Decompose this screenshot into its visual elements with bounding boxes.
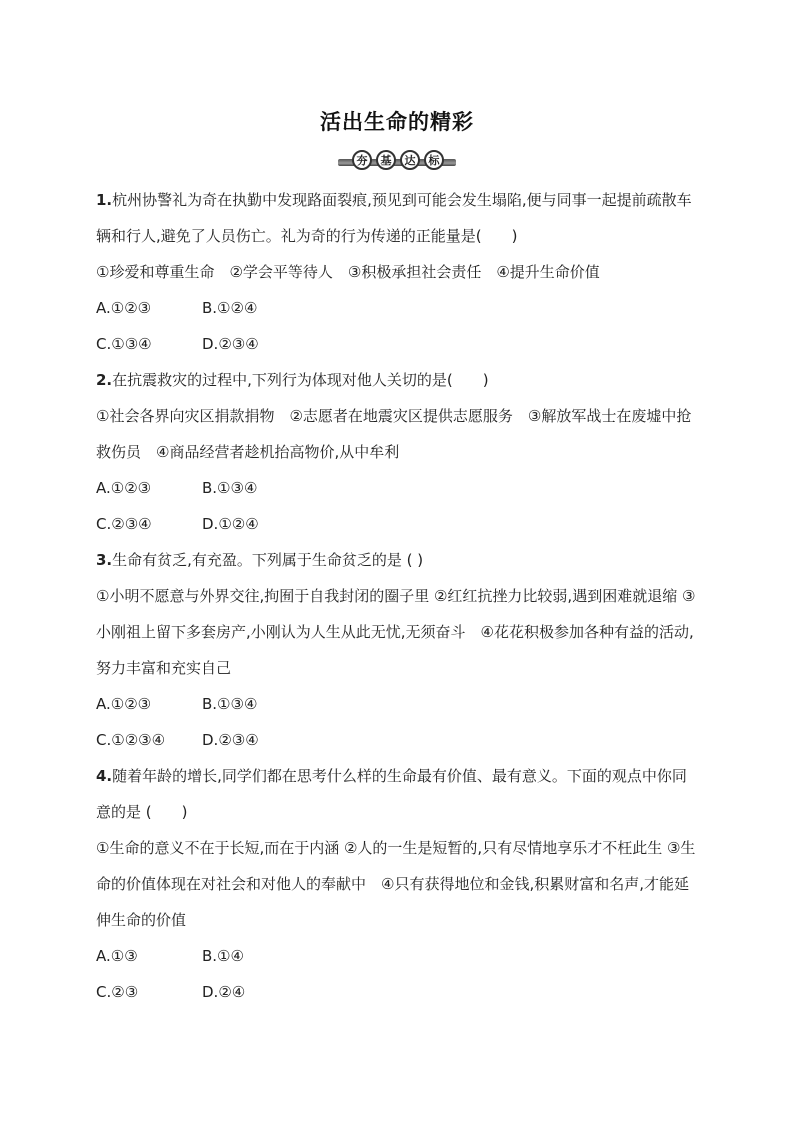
question-stem: 1.杭州协警礼为奇在执勤中发现路面裂痕,预见到可能会发生塌陷,便与同事一起提前疏散车辆和行人,避免了人员伤亡。礼为奇的行为传递的正能量是( ) <box>96 191 692 245</box>
option-row <box>96 290 700 326</box>
option-a[interactable]: A.①②③ <box>96 299 152 317</box>
option-b[interactable]: B.①③④ <box>202 695 258 713</box>
badge-char: 标 <box>424 150 444 170</box>
option-c[interactable]: C.②③④ <box>96 515 152 533</box>
question-number: 3. <box>96 551 113 569</box>
badge-char: 基 <box>376 150 396 170</box>
section-badge <box>338 150 456 174</box>
option-row <box>96 938 700 974</box>
option-row <box>96 974 700 1010</box>
option-a[interactable]: A.①②③ <box>96 695 152 713</box>
question-1 <box>96 182 700 362</box>
option-d[interactable]: D.②③④ <box>202 335 259 353</box>
question-2 <box>96 362 700 542</box>
question-list <box>96 182 700 1010</box>
badge-chars <box>352 150 444 170</box>
badge-char: 达 <box>400 150 420 170</box>
question-stem: 2.在抗震救灾的过程中,下列行为体现对他人关切的是( ) <box>96 371 489 389</box>
option-b[interactable]: B.①④ <box>202 947 244 965</box>
option-row <box>96 686 700 722</box>
option-c[interactable]: C.①③④ <box>96 335 152 353</box>
option-a[interactable]: A.①③ <box>96 947 138 965</box>
option-b[interactable]: B.①②④ <box>202 299 258 317</box>
question-items: ①珍爱和尊重生命 ②学会平等待人 ③积极承担社会责任 ④提升生命价值 <box>96 263 600 281</box>
option-row <box>96 506 700 542</box>
question-items: ①社会各界向灾区捐款捐物 ②志愿者在地震灾区提供志愿服务 ③解放军战士在废墟中抢救伤员 ④商品经营者趁机抬高物价,从中牟利 <box>96 407 692 461</box>
question-items: ①生命的意义不在于长短,而在于内涵 ②人的一生是短暂的,只有尽情地享乐才不枉此生 ③生命的价值体现在对社会和对他人的奉献中 ④只有获得地位和金钱,积累财富和名声,才能延伸生命的价值 <box>96 839 696 929</box>
option-row <box>96 326 700 362</box>
page-title: 活出生命的精彩 <box>320 110 474 134</box>
question-number: 4. <box>96 767 113 785</box>
option-b[interactable]: B.①③④ <box>202 479 258 497</box>
question-3 <box>96 542 700 758</box>
badge-char: 夯 <box>352 150 372 170</box>
option-row <box>96 470 700 506</box>
question-stem: 3.生命有贫乏,有充盈。下列属于生命贫乏的是 ( ) <box>96 551 424 569</box>
option-d[interactable]: D.②③④ <box>202 731 259 749</box>
option-c[interactable]: C.②③ <box>96 983 139 1001</box>
question-number: 1. <box>96 191 113 209</box>
option-c[interactable]: C.①②③④ <box>96 731 166 749</box>
question-items: ①小明不愿意与外界交往,拘囿于自我封闭的圈子里 ②红红抗挫力比较弱,遇到困难就退缩 ③小刚祖上留下多套房产,小刚认为人生从此无忧,无须奋斗 ④花花积极参加各种有益的活动,努力丰富和充实自己 <box>96 587 696 677</box>
option-a[interactable]: A.①②③ <box>96 479 152 497</box>
question-stem: 4.随着年龄的增长,同学们都在思考什么样的生命最有价值、最有意义。下面的观点中你同意的是 ( ) <box>96 767 687 821</box>
option-d[interactable]: D.①②④ <box>202 515 259 533</box>
option-d[interactable]: D.②④ <box>202 983 246 1001</box>
question-number: 2. <box>96 371 113 389</box>
option-row <box>96 722 700 758</box>
question-4 <box>96 758 700 1010</box>
